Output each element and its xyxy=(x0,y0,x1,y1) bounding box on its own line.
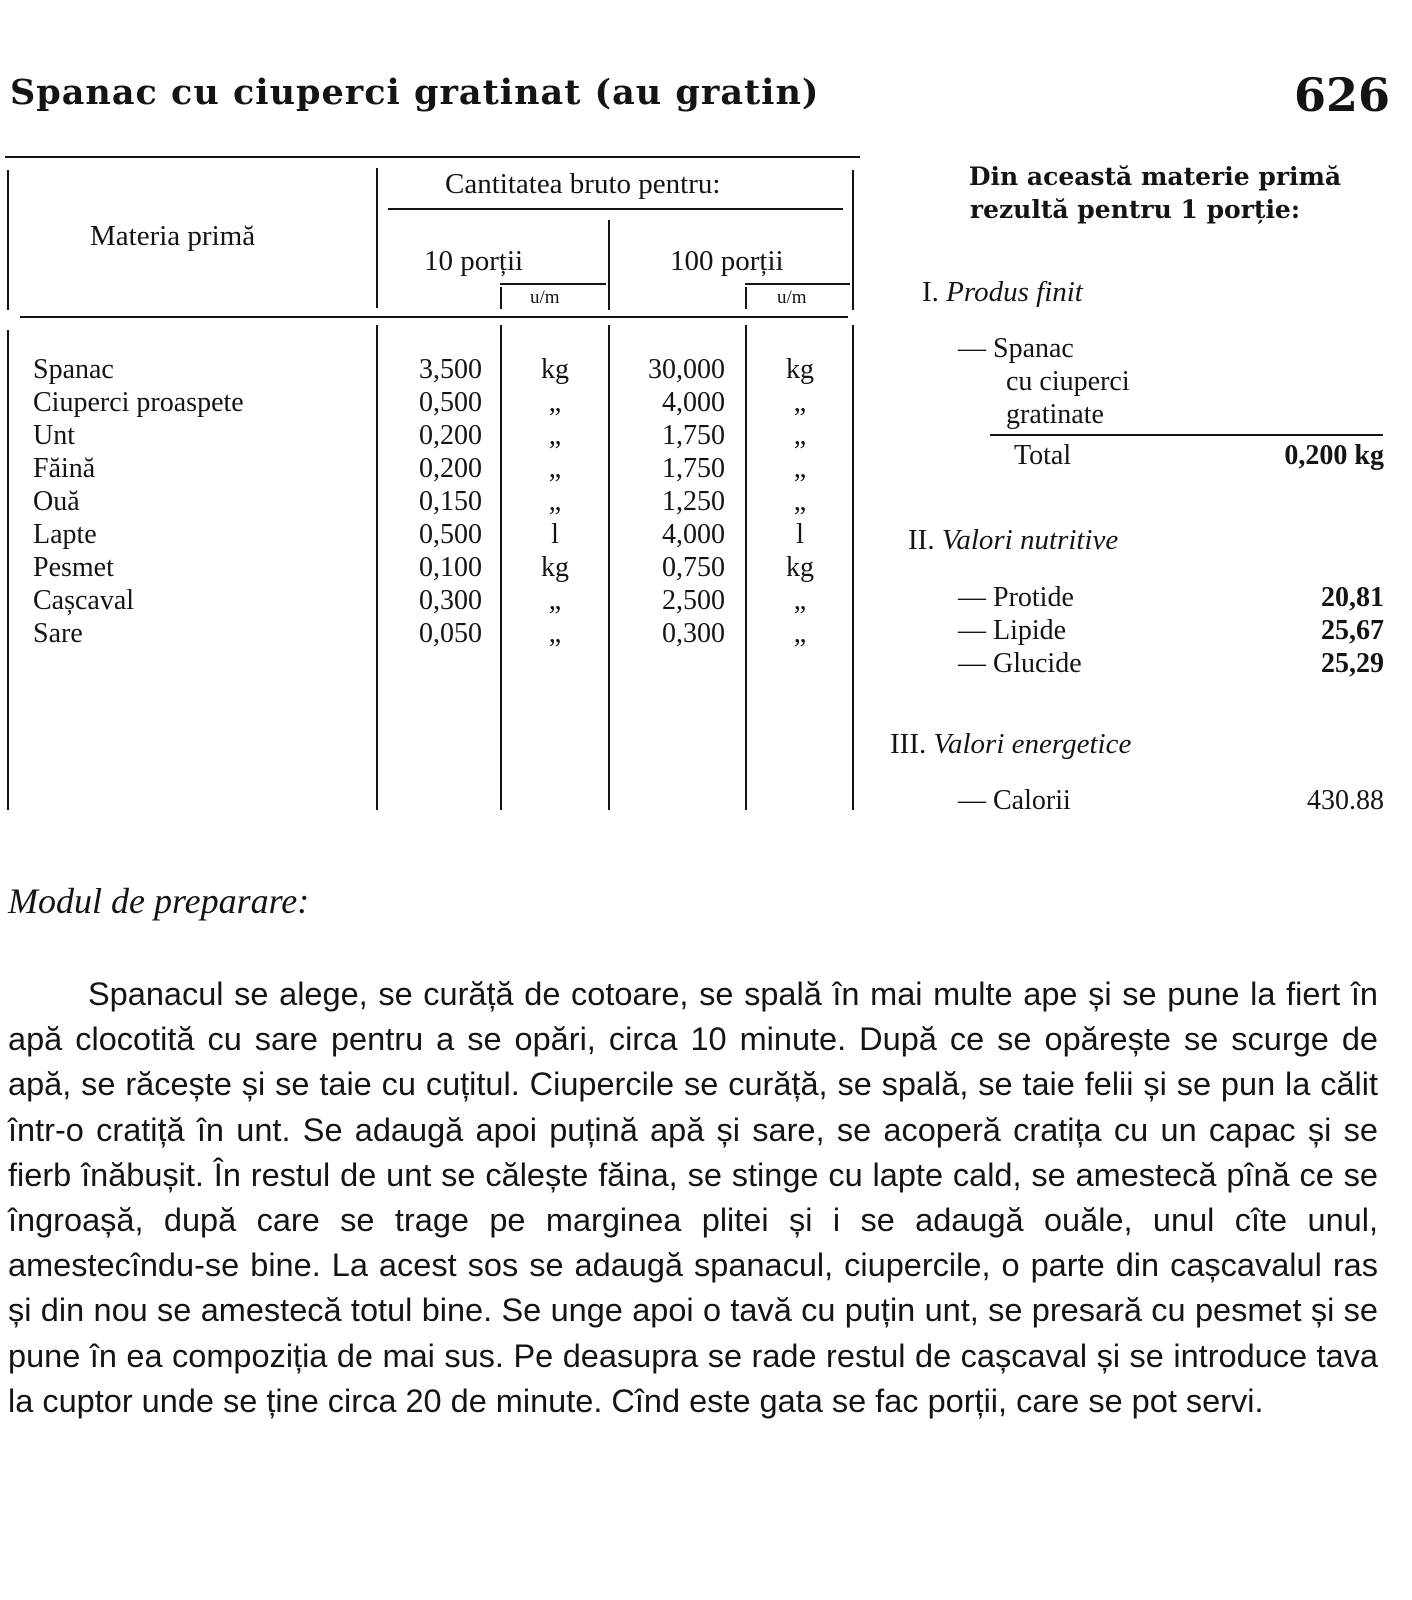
um10-tick xyxy=(500,287,502,309)
unit-10: kg xyxy=(541,552,569,583)
unit-100: „ xyxy=(793,420,807,451)
product-line-3: gratinate xyxy=(1006,399,1104,430)
product-line-1: — Spanac xyxy=(958,333,1074,364)
quantity-10: 3,500 xyxy=(419,354,482,385)
um100-header: u/m xyxy=(777,287,807,308)
section-title: Valori nutritive xyxy=(941,524,1119,556)
unit-10: kg xyxy=(541,354,569,385)
nutrient-label: — Protide xyxy=(958,582,1074,613)
section-title: Produs finit xyxy=(946,276,1083,308)
table-top-rule xyxy=(5,156,860,158)
calories-label: — Calorii xyxy=(958,785,1071,816)
col-materia-header: Materia primă xyxy=(90,220,256,252)
ingredient-name: Ouă xyxy=(33,486,80,517)
section-number: II. xyxy=(908,524,935,556)
table-right-border-lower xyxy=(852,325,854,810)
ingredient-name: Pesmet xyxy=(33,552,114,583)
section-produs-finit xyxy=(922,276,1083,309)
unit-100: „ xyxy=(793,618,807,649)
quantity-100: 4,000 xyxy=(662,519,725,550)
preparation-heading: Modul de preparare: xyxy=(8,881,310,921)
quantity-100: 1,750 xyxy=(662,453,725,484)
unit-10: „ xyxy=(548,387,562,418)
ingredient-name: Cașcaval xyxy=(33,585,135,616)
total-rule xyxy=(990,434,1383,436)
unit-100: „ xyxy=(793,453,807,484)
nutrient-label: — Glucide xyxy=(958,648,1082,679)
ingredient-name: Spanac xyxy=(33,354,114,385)
um10-divider xyxy=(500,325,502,810)
section-valori-energetice xyxy=(890,728,1131,761)
ingredient-name: Sare xyxy=(33,618,83,649)
quantity-10: 0,200 xyxy=(419,420,482,451)
quantity-10: 0,500 xyxy=(419,519,482,550)
unit-10: „ xyxy=(548,585,562,616)
section-number: III. xyxy=(890,728,927,760)
quantity-100: 1,250 xyxy=(662,486,725,517)
unit-100: kg xyxy=(786,354,814,385)
um100-tick xyxy=(745,287,747,309)
unit-100: „ xyxy=(793,486,807,517)
result-heading-1: Din această materie primă xyxy=(968,162,1342,191)
um10-header: u/m xyxy=(530,287,560,308)
unit-10: „ xyxy=(548,486,562,517)
total-label: Total xyxy=(1014,440,1072,471)
section-number: I. xyxy=(922,276,939,308)
table-header-rule xyxy=(20,316,848,318)
col-10-header: 10 porții xyxy=(424,245,524,277)
unit-10: „ xyxy=(548,618,562,649)
quantity-100: 1,750 xyxy=(662,420,725,451)
quantity-10: 0,150 xyxy=(419,486,482,517)
um100-divider xyxy=(745,325,747,810)
unit-10: l xyxy=(551,519,559,550)
quantity-100: 2,500 xyxy=(662,585,725,616)
quantity-100: 30,000 xyxy=(648,354,725,385)
unit-10: „ xyxy=(548,420,562,451)
quantity-10: 0,200 xyxy=(419,453,482,484)
col-divider-10-100-lower xyxy=(608,325,610,810)
nutrient-label: — Lipide xyxy=(958,615,1067,646)
quantity-10: 0,100 xyxy=(419,552,482,583)
total-value: 0,200 kg xyxy=(1284,440,1384,471)
nutrient-value: 25,67 xyxy=(1321,615,1384,646)
table-right-border xyxy=(852,170,854,310)
cantitatea-rule xyxy=(388,208,843,210)
um100-rule xyxy=(745,283,850,285)
ingredient-name: Unt xyxy=(33,420,75,451)
recipe-number: 626 xyxy=(1293,68,1390,122)
calories-value: 430.88 xyxy=(1307,785,1384,816)
unit-100: kg xyxy=(786,552,814,583)
quantity-10: 0,300 xyxy=(419,585,482,616)
section-title: Valori energetice xyxy=(933,728,1132,760)
ingredient-name: Lapte xyxy=(33,519,97,550)
unit-100: l xyxy=(796,519,804,550)
ingredient-name: Ciuperci proaspete xyxy=(33,387,244,418)
preparation-text: Spanacul se alege, se curăță de cotoare, se spală în mai multe ape și se pune la fiert în apă clocotită cu sare pentru a se opări, circa 10 minute. După ce se opărește se scurge de apă, se răcește și se taie cu cuțitul. Ciupercile se curăță, se spală, se taie felii și se pun la călit într-o cratiță în unt. Se adaugă apoi puțină apă și sare, se acoperă cratița cu un capac și se fierb înăbușit. În restul de unt se călește făina, se stinge cu lapte cald, se amestecă pînă ce se îngroașă, după care se trage pe marginea plitei și i se adaugă ouăle, unul cîte unul, amestecîndu-se bine. La acest sos se adaugă spanacul, ciupercile, o parte din cașcavalul ras și din nou se amestecă totul bine. Se unge apoi o tavă cu puțin unt, se presară cu pesmet și se pune în ea compoziția de mai sus. Pe deasupra se rade restul de cașcaval și se introduce tava la cuptor unde se ține circa 20 de minute. Cînd este gata se fac porții, care se pot servi. xyxy=(8,976,1378,1419)
um10-rule xyxy=(500,283,606,285)
section-valori-nutritive xyxy=(908,524,1118,557)
product-line-2: cu ciuperci xyxy=(1006,366,1130,397)
unit-100: „ xyxy=(793,387,807,418)
ingredient-name: Făină xyxy=(33,453,96,484)
quantity-100: 0,750 xyxy=(662,552,725,583)
table-left-border-lower xyxy=(7,330,9,810)
recipe-title: Spanac cu ciuperci gratinat (au gratin) xyxy=(10,72,820,113)
table-divider xyxy=(376,168,378,308)
nutrient-value: 25,29 xyxy=(1321,648,1384,679)
quantity-10: 0,050 xyxy=(419,618,482,649)
result-heading-2: rezultă pentru 1 porție: xyxy=(969,195,1301,224)
quantity-10: 0,500 xyxy=(419,387,482,418)
unit-100: „ xyxy=(793,585,807,616)
col-cantitatea-header: Cantitatea bruto pentru: xyxy=(445,168,721,200)
col-100-header: 100 porții xyxy=(670,245,784,277)
nutrient-value: 20,81 xyxy=(1321,582,1384,613)
unit-10: „ xyxy=(548,453,562,484)
col-divider-10-100 xyxy=(608,220,610,310)
table-left-border xyxy=(7,170,9,310)
quantity-100: 0,300 xyxy=(662,618,725,649)
table-divider-lower xyxy=(376,325,378,810)
quantity-100: 4,000 xyxy=(662,387,725,418)
